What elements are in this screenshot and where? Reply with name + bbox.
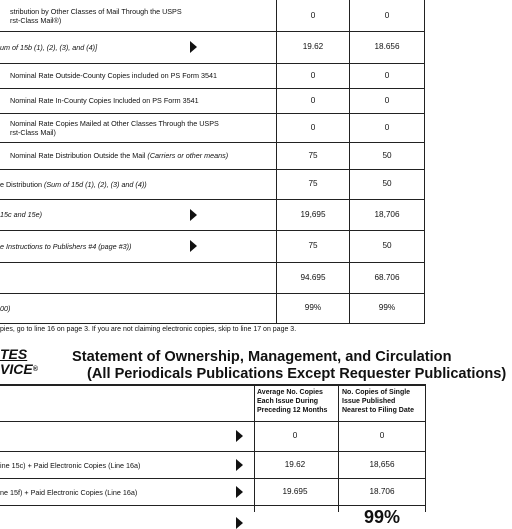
avg-copies-value: 75 xyxy=(308,179,318,188)
row-label xyxy=(10,119,219,137)
header-divider xyxy=(0,421,426,422)
bottom-table-top xyxy=(0,384,426,386)
logo-text: VICE xyxy=(0,361,33,377)
row-divider xyxy=(0,113,425,114)
avg-copies-value: 19,695 xyxy=(300,209,326,219)
arrow-right-icon xyxy=(190,209,197,221)
single-issue-value: 99% xyxy=(363,507,401,527)
row-divider xyxy=(0,31,425,32)
header-single xyxy=(342,388,414,415)
logo-line2 xyxy=(0,362,38,377)
statement-title xyxy=(72,349,506,383)
row-label xyxy=(0,180,147,189)
row-label-line: Nominal Rate Copies Mailed at Other Classes Through the USPS xyxy=(10,118,219,128)
row-label-line xyxy=(10,151,228,160)
header-single-line: Nearest to Filing Date xyxy=(342,407,414,414)
single-issue-value: 18,706 xyxy=(374,209,400,219)
col-divider xyxy=(425,385,426,512)
avg-copies-value: 75 xyxy=(308,150,318,160)
row-divider xyxy=(0,293,425,294)
row-label xyxy=(0,210,42,219)
avg-copies-value: 19.62 xyxy=(284,459,306,469)
row-label-line: um of 15b (1), (2), (3), and (4)] xyxy=(0,42,98,52)
avg-copies-value: 0 xyxy=(292,431,298,440)
row-label xyxy=(10,96,199,105)
single-issue-value: 50 xyxy=(382,241,392,250)
label-text: Nominal Rate Distribution Outside the Mail xyxy=(10,151,148,160)
label-text-italic: (Sum of 15d (1), (2), (3) and (4)) xyxy=(43,179,147,189)
row-label xyxy=(10,7,182,25)
row-label-line: rst-Class Mail®) xyxy=(10,15,62,25)
avg-copies-value: 99% xyxy=(304,303,322,312)
col-divider xyxy=(338,385,339,512)
arrow-right-icon xyxy=(190,41,197,53)
row-label xyxy=(0,43,97,52)
instruction-note: pies, go to line 16 on page 3. If you are not claiming electronic copies, skip to line 17 on page 3. xyxy=(0,326,297,333)
row-divider xyxy=(0,505,426,506)
single-issue-value: 0 xyxy=(384,95,390,105)
row-label-line: stribution by Other Classes of Mail Through the USPS xyxy=(10,6,182,16)
row-label: ine 15c) + Paid Electronic Copies (Line 16a) xyxy=(0,460,141,470)
row-label xyxy=(10,151,228,160)
header-avg-line: Preceding 12 Months xyxy=(257,407,328,414)
row-label-line xyxy=(0,180,147,189)
row-divider xyxy=(0,169,425,170)
single-issue-value: 68.706 xyxy=(374,272,400,282)
row-divider xyxy=(0,199,425,200)
single-issue-value: 0 xyxy=(384,122,390,132)
logo-line1: TES xyxy=(0,346,28,362)
single-issue-value: 99% xyxy=(378,303,396,312)
row-label-line: Nominal Rate Outside-County Copies included on PS Form 3541 xyxy=(10,71,217,80)
arrow-right-icon xyxy=(236,430,243,442)
single-issue-value: 0 xyxy=(384,70,390,80)
avg-copies-value: 0 xyxy=(310,10,316,20)
row-divider xyxy=(0,63,425,64)
avg-copies-value: 0 xyxy=(310,122,316,132)
row-label-line: 00) xyxy=(0,303,11,313)
arrow-right-icon xyxy=(236,459,243,471)
header-single-line: No. Copies of Single xyxy=(342,389,411,396)
arrow-right-icon xyxy=(190,240,197,252)
label-text: e Distribution xyxy=(0,179,44,189)
single-issue-value: 50 xyxy=(382,179,392,188)
row-divider xyxy=(0,451,426,452)
row-label-line: rst-Class Mail) xyxy=(10,127,56,137)
title-line1: Statement of Ownership, Management, and Circulation xyxy=(72,349,452,365)
arrow-right-icon xyxy=(236,486,243,498)
row-label-line: 15c and 15e) xyxy=(0,210,42,219)
row-label-line: e Instructions to Publishers #4 (page #3)) xyxy=(0,241,132,251)
row-divider xyxy=(0,88,425,89)
single-issue-value: 18.706 xyxy=(369,486,395,496)
header-avg xyxy=(257,388,327,415)
logo-reg: ® xyxy=(32,366,38,373)
single-issue-value: 0 xyxy=(379,431,385,440)
row-label xyxy=(10,71,217,80)
avg-copies-value: 19.62 xyxy=(302,42,324,51)
single-issue-value: 50 xyxy=(382,150,392,160)
avg-copies-value: 19.695 xyxy=(282,486,308,496)
avg-copies-value: 0 xyxy=(310,70,316,80)
row-divider xyxy=(0,478,426,479)
label-text-italic: (Carriers or other means) xyxy=(147,151,229,160)
usps-logo xyxy=(0,347,38,377)
arrow-right-icon xyxy=(236,517,243,529)
row-divider xyxy=(0,262,425,263)
header-avg-line: Average No. Copies xyxy=(257,389,323,396)
avg-copies-value: 0 xyxy=(310,95,316,105)
row-label: ne 15f) + Paid Electronic Copies (Line 16a) xyxy=(0,487,138,497)
header-avg-line: Each Issue During xyxy=(257,398,319,405)
single-issue-value: 0 xyxy=(384,10,390,20)
avg-copies-value: 75 xyxy=(308,241,318,250)
row-divider xyxy=(0,142,425,143)
row-divider xyxy=(0,323,425,324)
row-label xyxy=(0,304,10,313)
title-line2: (All Periodicals Publications Except Requester Publications) xyxy=(87,366,507,382)
avg-copies-value: 94.695 xyxy=(300,272,326,282)
single-issue-value: 18,656 xyxy=(369,459,395,469)
row-label xyxy=(0,242,131,251)
single-issue-value: 18.656 xyxy=(374,42,400,51)
row-label-line: Nominal Rate In-County Copies Included on PS Form 3541 xyxy=(10,96,199,105)
row-divider xyxy=(0,230,425,231)
header-single-line: Issue Published xyxy=(342,398,396,405)
